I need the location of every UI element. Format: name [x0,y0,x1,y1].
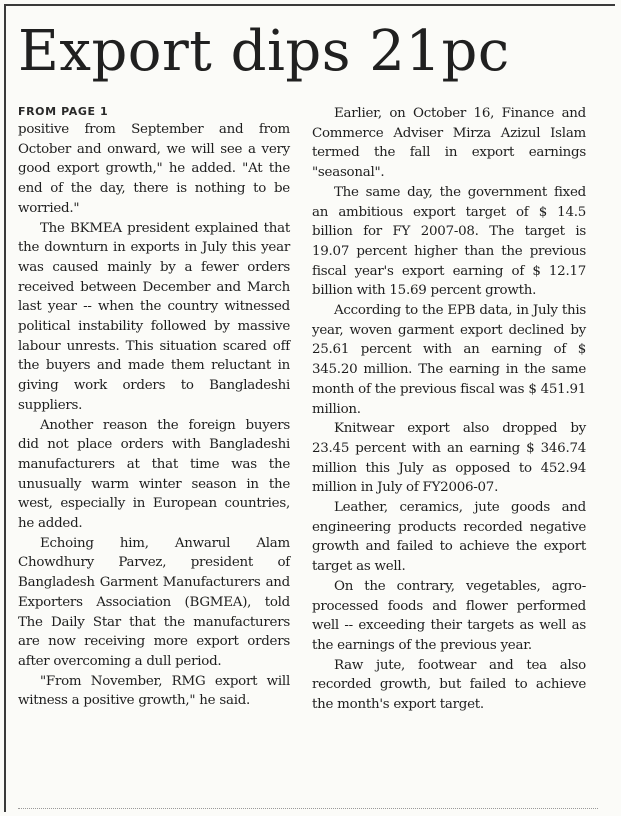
bottom-divider [18,808,598,809]
paragraph: According to the EPB data, in July this year, woven garment export declined by 25.61 percent with an earning of $ 345.20 million. The earning in the same month of the previous fiscal was $ 451.91 million. [312,303,586,417]
headline: Export dips 21pc [18,19,510,84]
paragraph: The same day, the government fixed an ambitious export target of $ 14.5 billion for FY 2007-08. The target is 19.07 percent higher than the previous fiscal year's export earning of $ 12.17 billion with 15.69 percent growth. [312,184,586,299]
paragraph: Echoing him, Anwarul Alam Chowdhury Parvez, president of Bangladesh Garment Manufacturers and Exporters Association (BGMEA), told The Daily Star that the manufacturers are now receiving more export orders after overcoming a dull period. [18,535,290,669]
paragraph: Earlier, on October 16, Finance and Commerce Adviser Mirza Azizul Islam termed the fall in export earnings "seasonal". [312,106,586,181]
paragraph: On the contrary, vegetables, agro-processed foods and flower performed well -- exceeding their targets as well as the earnings of the previous year. [312,578,586,653]
paragraph: positive from September and from October and onward, we will see a very good export growth," he added. "At the end of the day, there is nothing to be worried." [18,122,290,216]
paragraph: "From November, RMG export will witness a positive growth," he said. [18,673,290,709]
paragraph: Another reason the foreign buyers did not place orders with Bangladeshi manufacturers at that time was the unusually warm winter season in the west, especially in European countries, he added. [18,417,290,532]
left-column [18,104,290,711]
jump-label: FROM PAGE 1 [18,105,109,118]
paragraph: Raw jute, footwear and tea also recorded growth, but failed to achieve the month's export target. [312,657,586,713]
paragraph: Knitwear export also dropped by 23.45 percent with an earning $ 346.74 million this July as opposed to 452.94 million in July of FY2006-07. [312,421,586,496]
paragraph: The BKMEA president explained that the downturn in exports in July this year was caused mainly by a fewer orders received between December and March last year -- when the country witnessed political instability followed by massive labour unrests. This situation scared off the buyers and made them reluctant in giving work orders to Bangladeshi suppliers. [18,220,290,413]
right-column [312,104,586,715]
paragraph: Leather, ceramics, jute goods and engineering products recorded negative growth and failed to achieve the export target as well. [312,500,586,575]
